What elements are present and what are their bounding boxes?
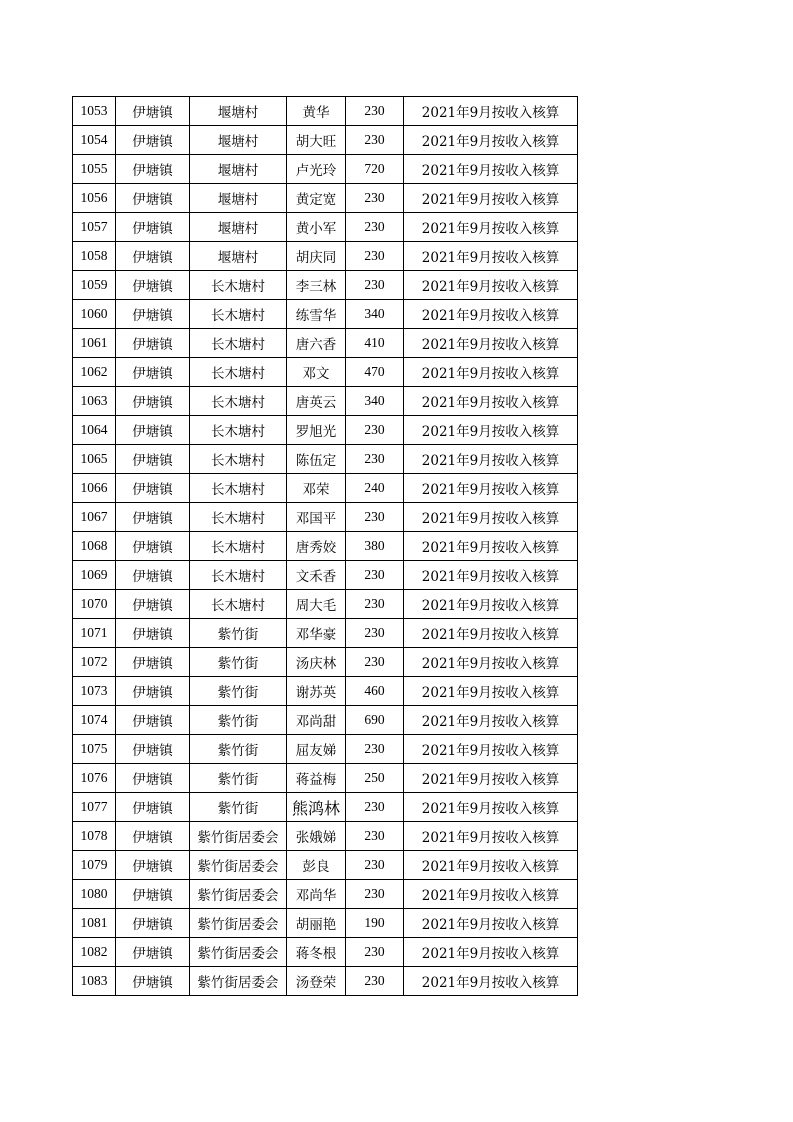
table-row [73, 503, 578, 532]
person-name-cell: 胡大旺 [287, 126, 346, 155]
village-cell: 长木塘村 [190, 532, 287, 561]
person-name-cell: 谢苏英 [287, 677, 346, 706]
table-row [73, 706, 578, 735]
town-cell: 伊塘镇 [116, 793, 190, 822]
person-name-cell: 唐六香 [287, 329, 346, 358]
note-cell: 2021年9月按收入核算 [404, 677, 578, 706]
amount-cell: 230 [346, 416, 404, 445]
table-row [73, 387, 578, 416]
amount-cell: 690 [346, 706, 404, 735]
row-number-cell: 1078 [73, 822, 116, 851]
table-row [73, 155, 578, 184]
village-cell: 堰塘村 [190, 155, 287, 184]
table-row [73, 648, 578, 677]
row-number-cell: 1075 [73, 735, 116, 764]
amount-cell: 230 [346, 184, 404, 213]
person-name-cell: 罗旭光 [287, 416, 346, 445]
note-cell: 2021年9月按收入核算 [404, 619, 578, 648]
note-cell: 2021年9月按收入核算 [404, 242, 578, 271]
village-cell: 长木塘村 [190, 416, 287, 445]
village-cell: 紫竹街居委会 [190, 967, 287, 996]
village-cell: 紫竹街 [190, 764, 287, 793]
amount-cell: 230 [346, 445, 404, 474]
note-cell: 2021年9月按收入核算 [404, 822, 578, 851]
row-number-cell: 1053 [73, 97, 116, 126]
note-cell: 2021年9月按收入核算 [404, 648, 578, 677]
row-number-cell: 1070 [73, 590, 116, 619]
row-number-cell: 1060 [73, 300, 116, 329]
village-cell: 紫竹街 [190, 793, 287, 822]
table-row [73, 184, 578, 213]
village-cell: 长木塘村 [190, 358, 287, 387]
row-number-cell: 1076 [73, 764, 116, 793]
note-cell: 2021年9月按收入核算 [404, 532, 578, 561]
person-name-cell: 屈友娣 [287, 735, 346, 764]
table-row [73, 735, 578, 764]
village-cell: 紫竹街居委会 [190, 909, 287, 938]
town-cell: 伊塘镇 [116, 822, 190, 851]
town-cell: 伊塘镇 [116, 97, 190, 126]
village-cell: 紫竹街居委会 [190, 938, 287, 967]
table-row [73, 126, 578, 155]
amount-cell: 230 [346, 271, 404, 300]
village-cell: 紫竹街 [190, 677, 287, 706]
village-cell: 长木塘村 [190, 300, 287, 329]
amount-cell: 230 [346, 242, 404, 271]
town-cell: 伊塘镇 [116, 271, 190, 300]
town-cell: 伊塘镇 [116, 648, 190, 677]
amount-cell: 230 [346, 619, 404, 648]
note-cell: 2021年9月按收入核算 [404, 445, 578, 474]
village-cell: 堰塘村 [190, 184, 287, 213]
town-cell: 伊塘镇 [116, 590, 190, 619]
village-cell: 紫竹街居委会 [190, 822, 287, 851]
village-cell: 堰塘村 [190, 97, 287, 126]
row-number-cell: 1072 [73, 648, 116, 677]
person-name-cell: 张娥娣 [287, 822, 346, 851]
row-number-cell: 1054 [73, 126, 116, 155]
note-cell: 2021年9月按收入核算 [404, 387, 578, 416]
person-name-cell: 卢光玲 [287, 155, 346, 184]
note-cell: 2021年9月按收入核算 [404, 793, 578, 822]
note-cell: 2021年9月按收入核算 [404, 764, 578, 793]
town-cell: 伊塘镇 [116, 967, 190, 996]
town-cell: 伊塘镇 [116, 938, 190, 967]
amount-cell: 190 [346, 909, 404, 938]
note-cell: 2021年9月按收入核算 [404, 97, 578, 126]
amount-cell: 240 [346, 474, 404, 503]
amount-cell: 250 [346, 764, 404, 793]
person-name-cell: 黄小军 [287, 213, 346, 242]
town-cell: 伊塘镇 [116, 474, 190, 503]
person-name-cell: 黄华 [287, 97, 346, 126]
village-cell: 紫竹街居委会 [190, 880, 287, 909]
person-name-cell: 陈伍定 [287, 445, 346, 474]
town-cell: 伊塘镇 [116, 706, 190, 735]
amount-cell: 340 [346, 300, 404, 329]
table-row [73, 677, 578, 706]
amount-cell: 340 [346, 387, 404, 416]
table-row [73, 938, 578, 967]
note-cell: 2021年9月按收入核算 [404, 967, 578, 996]
table-row [73, 271, 578, 300]
village-cell: 长木塘村 [190, 474, 287, 503]
table-row [73, 416, 578, 445]
village-cell: 紫竹街 [190, 648, 287, 677]
row-number-cell: 1056 [73, 184, 116, 213]
note-cell: 2021年9月按收入核算 [404, 155, 578, 184]
table-body [73, 97, 578, 996]
table-row [73, 474, 578, 503]
row-number-cell: 1059 [73, 271, 116, 300]
amount-cell: 230 [346, 938, 404, 967]
note-cell: 2021年9月按收入核算 [404, 126, 578, 155]
table-row [73, 329, 578, 358]
amount-cell: 230 [346, 735, 404, 764]
town-cell: 伊塘镇 [116, 880, 190, 909]
town-cell: 伊塘镇 [116, 532, 190, 561]
village-cell: 长木塘村 [190, 590, 287, 619]
amount-cell: 230 [346, 648, 404, 677]
note-cell: 2021年9月按收入核算 [404, 706, 578, 735]
row-number-cell: 1057 [73, 213, 116, 242]
row-number-cell: 1068 [73, 532, 116, 561]
town-cell: 伊塘镇 [116, 300, 190, 329]
village-cell: 堰塘村 [190, 213, 287, 242]
row-number-cell: 1065 [73, 445, 116, 474]
town-cell: 伊塘镇 [116, 909, 190, 938]
person-name-cell: 周大毛 [287, 590, 346, 619]
village-cell: 紫竹街 [190, 706, 287, 735]
table-row [73, 793, 578, 822]
amount-cell: 230 [346, 880, 404, 909]
note-cell: 2021年9月按收入核算 [404, 909, 578, 938]
person-name-cell: 蒋益梅 [287, 764, 346, 793]
town-cell: 伊塘镇 [116, 387, 190, 416]
note-cell: 2021年9月按收入核算 [404, 300, 578, 329]
amount-cell: 230 [346, 126, 404, 155]
person-name-cell: 黄定宽 [287, 184, 346, 213]
town-cell: 伊塘镇 [116, 358, 190, 387]
person-name-cell: 唐英云 [287, 387, 346, 416]
note-cell: 2021年9月按收入核算 [404, 938, 578, 967]
amount-cell: 720 [346, 155, 404, 184]
village-cell: 长木塘村 [190, 561, 287, 590]
row-number-cell: 1073 [73, 677, 116, 706]
town-cell: 伊塘镇 [116, 677, 190, 706]
row-number-cell: 1067 [73, 503, 116, 532]
table-row [73, 619, 578, 648]
person-name-cell: 胡庆同 [287, 242, 346, 271]
note-cell: 2021年9月按收入核算 [404, 735, 578, 764]
person-name-cell: 唐秀姣 [287, 532, 346, 561]
table-row [73, 97, 578, 126]
records-table [72, 96, 578, 996]
row-number-cell: 1063 [73, 387, 116, 416]
note-cell: 2021年9月按收入核算 [404, 358, 578, 387]
table-row [73, 880, 578, 909]
person-name-cell: 邓荣 [287, 474, 346, 503]
person-name-cell: 熊鸿林 [287, 793, 346, 822]
table-row [73, 764, 578, 793]
person-name-cell: 胡丽艳 [287, 909, 346, 938]
person-name-cell: 李三林 [287, 271, 346, 300]
amount-cell: 230 [346, 822, 404, 851]
row-number-cell: 1055 [73, 155, 116, 184]
town-cell: 伊塘镇 [116, 184, 190, 213]
note-cell: 2021年9月按收入核算 [404, 184, 578, 213]
village-cell: 堰塘村 [190, 242, 287, 271]
row-number-cell: 1064 [73, 416, 116, 445]
person-name-cell: 彭良 [287, 851, 346, 880]
person-name-cell: 邓华豪 [287, 619, 346, 648]
note-cell: 2021年9月按收入核算 [404, 561, 578, 590]
village-cell: 紫竹街 [190, 619, 287, 648]
village-cell: 长木塘村 [190, 329, 287, 358]
amount-cell: 230 [346, 590, 404, 619]
village-cell: 长木塘村 [190, 503, 287, 532]
town-cell: 伊塘镇 [116, 619, 190, 648]
note-cell: 2021年9月按收入核算 [404, 213, 578, 242]
town-cell: 伊塘镇 [116, 735, 190, 764]
table-row [73, 213, 578, 242]
village-cell: 长木塘村 [190, 271, 287, 300]
amount-cell: 470 [346, 358, 404, 387]
note-cell: 2021年9月按收入核算 [404, 416, 578, 445]
person-name-cell: 邓国平 [287, 503, 346, 532]
town-cell: 伊塘镇 [116, 329, 190, 358]
row-number-cell: 1058 [73, 242, 116, 271]
town-cell: 伊塘镇 [116, 126, 190, 155]
row-number-cell: 1062 [73, 358, 116, 387]
table-row [73, 561, 578, 590]
amount-cell: 230 [346, 967, 404, 996]
table-row [73, 822, 578, 851]
person-name-cell: 邓尚甜 [287, 706, 346, 735]
person-name-cell: 练雪华 [287, 300, 346, 329]
note-cell: 2021年9月按收入核算 [404, 474, 578, 503]
row-number-cell: 1074 [73, 706, 116, 735]
town-cell: 伊塘镇 [116, 851, 190, 880]
note-cell: 2021年9月按收入核算 [404, 590, 578, 619]
town-cell: 伊塘镇 [116, 561, 190, 590]
table-row [73, 909, 578, 938]
person-name-cell: 邓尚华 [287, 880, 346, 909]
table-row [73, 242, 578, 271]
amount-cell: 230 [346, 793, 404, 822]
village-cell: 堰塘村 [190, 126, 287, 155]
amount-cell: 230 [346, 851, 404, 880]
note-cell: 2021年9月按收入核算 [404, 329, 578, 358]
amount-cell: 230 [346, 213, 404, 242]
table-row [73, 358, 578, 387]
row-number-cell: 1082 [73, 938, 116, 967]
amount-cell: 380 [346, 532, 404, 561]
row-number-cell: 1066 [73, 474, 116, 503]
town-cell: 伊塘镇 [116, 155, 190, 184]
town-cell: 伊塘镇 [116, 213, 190, 242]
row-number-cell: 1071 [73, 619, 116, 648]
town-cell: 伊塘镇 [116, 503, 190, 532]
amount-cell: 230 [346, 561, 404, 590]
note-cell: 2021年9月按收入核算 [404, 271, 578, 300]
town-cell: 伊塘镇 [116, 445, 190, 474]
village-cell: 长木塘村 [190, 387, 287, 416]
person-name-cell: 邓文 [287, 358, 346, 387]
person-name-cell: 文禾香 [287, 561, 346, 590]
person-name-cell: 蒋冬根 [287, 938, 346, 967]
row-number-cell: 1080 [73, 880, 116, 909]
table-row [73, 445, 578, 474]
amount-cell: 230 [346, 503, 404, 532]
village-cell: 长木塘村 [190, 445, 287, 474]
village-cell: 紫竹街居委会 [190, 851, 287, 880]
town-cell: 伊塘镇 [116, 764, 190, 793]
table-row [73, 532, 578, 561]
person-name-cell: 汤庆林 [287, 648, 346, 677]
note-cell: 2021年9月按收入核算 [404, 880, 578, 909]
note-cell: 2021年9月按收入核算 [404, 503, 578, 532]
table-row [73, 300, 578, 329]
table-row [73, 590, 578, 619]
amount-cell: 410 [346, 329, 404, 358]
row-number-cell: 1077 [73, 793, 116, 822]
town-cell: 伊塘镇 [116, 416, 190, 445]
row-number-cell: 1081 [73, 909, 116, 938]
row-number-cell: 1083 [73, 967, 116, 996]
row-number-cell: 1069 [73, 561, 116, 590]
table-row [73, 851, 578, 880]
amount-cell: 230 [346, 97, 404, 126]
row-number-cell: 1061 [73, 329, 116, 358]
note-cell: 2021年9月按收入核算 [404, 851, 578, 880]
row-number-cell: 1079 [73, 851, 116, 880]
person-name-cell: 汤登荣 [287, 967, 346, 996]
table-row [73, 967, 578, 996]
town-cell: 伊塘镇 [116, 242, 190, 271]
amount-cell: 460 [346, 677, 404, 706]
village-cell: 紫竹街 [190, 735, 287, 764]
